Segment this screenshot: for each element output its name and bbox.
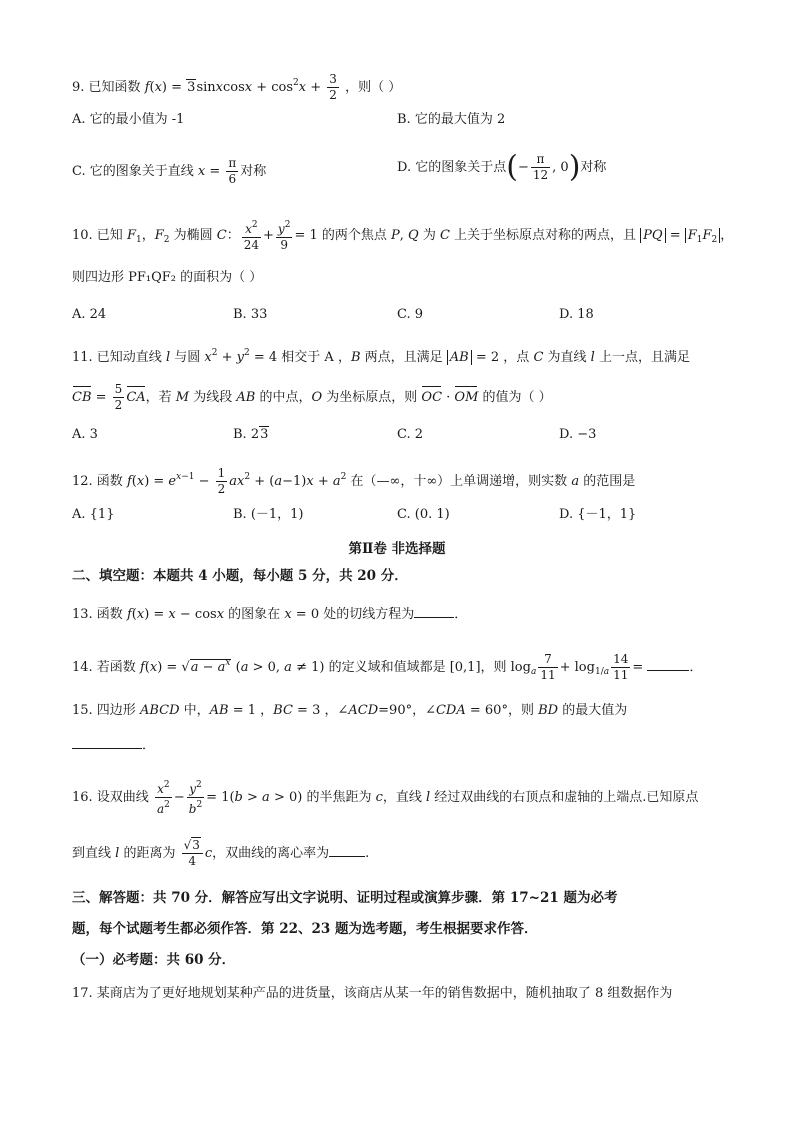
q10-line2: 则四边形 PF₁QF₂ 的面积为（ ） <box>72 270 263 285</box>
q9-option-c: C. 它的图象关于直线 x = $\frac{\pi}{6}$ 对称 <box>72 156 267 186</box>
q12-option-d: D. {－1，1} <box>559 507 637 522</box>
q10-option-d: D. 18 <box>559 307 594 322</box>
q12-line1: 12. 函数 $f(x) = e^{x-1}$ − $\frac{1}{2}$ $ax^2 + (a-1)x + a^2$ 在（—∞，十∞）上单调递增，则实数 a 的范围是 <box>72 466 636 496</box>
q9-option-d: D. 它的图象关于点(− $\frac{\pi}{12}$ , 0)对称 <box>397 149 607 185</box>
q9-stem: 9. 已知函数 f(x) = 3sinxcosx + $\cos^2x$ + $\frac{3}{2}$ ，则（ ） <box>72 72 402 102</box>
q11-option-c: C. 2 <box>397 427 424 442</box>
q14: 14. 若函数 $f(x) = √a - a^x$ (a > 0, a ≠ 1) 的定义域和值域都是 [0,1]，则 $\log_a$ $\frac{7}{11}$ + $\log_{1/a}$ $\frac{14}{11}$ = ． <box>72 652 703 682</box>
q9-formula: f(x) = 3sinxcosx + $\cos^2x$ + $\frac{3}{2}$ <box>144 72 337 102</box>
q16-line1: 16. 设双曲线 $\frac{x^2}{a^2}$ − $\frac{y^2}{b^2}$ = 1(b > a > 0) 的半焦距为 c，直线 l 经过双曲线的右顶点和虚轴的上端点.已知原点 <box>72 780 699 816</box>
q10-line1: 10. 已知 $F_1$，$F_2$ 为椭圆 C： $\frac{x^2}{24}$ + $\frac{y^2}{9}$ = 1 的两个焦点 P, Q 为 C 上关于坐标原点对称的两点，且 PQ = $F_1F_2$ ， <box>72 220 734 252</box>
q15-line2: ． <box>72 734 155 756</box>
q17: 17. 某商店为了更好地规划某种产品的进货量，该商店从某一年的销售数据中，随机抽取了 8 组数据作为 <box>72 986 673 1001</box>
part3-heading-line2: 题，每个试题考生都必须作答．第 22、23 题为选考题，考生根据要求作答． <box>72 921 538 937</box>
q11-option-d: D. −3 <box>559 427 597 442</box>
q10-option-a: A. 24 <box>72 307 107 322</box>
q11-line1: 11. 已知动直线 l 与圆 $x^2 + y^2 = 4$ 相交于 A ，B 两点，且满足 AB = 2 ，点 C 为直线 l 上一点，且满足 <box>72 348 690 365</box>
q10-option-b: B. 33 <box>233 307 268 322</box>
q10-option-c: C. 9 <box>397 307 424 322</box>
q16-line2: 到直线 l 的距离为 $\frac{√3}{4}$ c，双曲线的离心率为 . <box>72 838 370 868</box>
q12-option-a: A. {1} <box>72 507 115 522</box>
q11-line2: CB = $\frac{5}{2}$ CA，若 M 为线段 AB 的中点，O 为坐标原点，则 OC · OM 的值为（ ） <box>72 382 552 412</box>
q11-option-b: B. 23 <box>233 427 269 442</box>
q15-line1: 15. 四边形 ABCD 中，AB = 1 ，BC = 3 ，∠ACD=90°，∠CDA = 60°，则 BD 的最大值为 <box>72 703 628 718</box>
q9-option-b: B. 它的最大值为 2 <box>397 112 506 127</box>
q11-option-a: A. 3 <box>72 427 98 442</box>
part2-heading: 二、填空题：本题共 4 小题，每小题 5 分，共 20 分． <box>72 568 408 584</box>
q12-option-b: B. (－1，1) <box>233 507 304 522</box>
part3-heading-line1: 三、解答题：共 70 分．解答应写出文字说明、证明过程或演算步骤．第 17~21 题为必考 <box>72 890 618 906</box>
section2-title: 第Ⅱ卷 非选择题 <box>348 541 446 557</box>
q9-option-a: A. 它的最小值为 -1 <box>72 112 185 127</box>
part3-subheading: （一）必考题：共 60 分． <box>72 952 236 968</box>
q13: 13. 函数 f(x) = x − cosx 的图象在 x = 0 处的切线方程为 ． <box>72 603 467 625</box>
q12-option-c: C. (0. 1) <box>397 507 450 522</box>
